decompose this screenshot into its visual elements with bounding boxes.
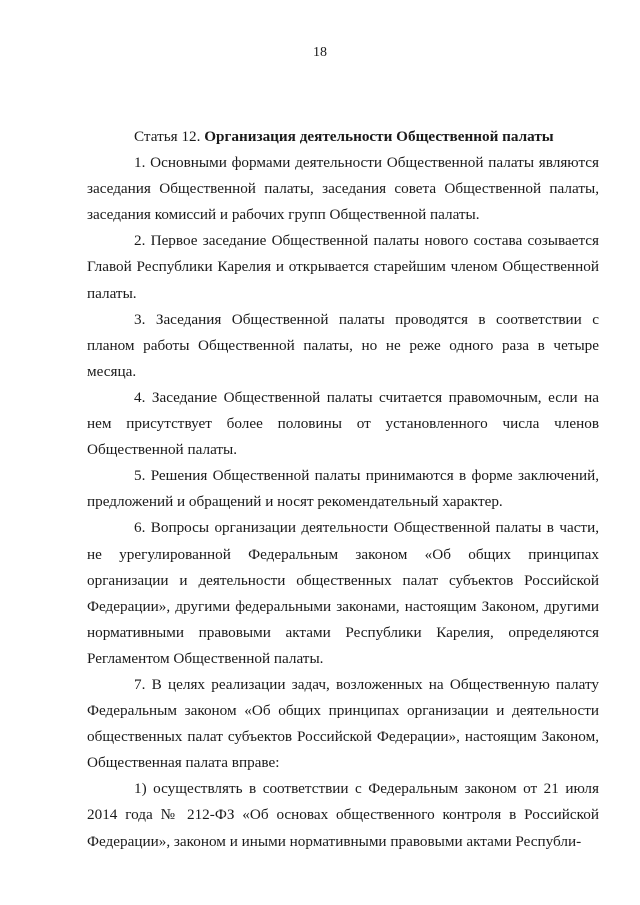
article-prefix: Статья 12. (134, 128, 201, 145)
article-title: Организация деятельности Общественной палаты (204, 128, 554, 145)
paragraph-3: 3. Заседания Общественной палаты проводятся в соответствии с планом работы Общественной палаты, но не реже одного раза в четыре месяца. (87, 310, 599, 380)
paragraph-5: 5. Решения Общественной палаты принимаются в форме заключений, предложений и обращений и носят рекомендательный характер. (87, 467, 599, 511)
paragraph-4: 4. Заседание Общественной палаты считается правомочным, если на нем присутствует более половины от установленного числа членов Общественной палаты. (87, 388, 599, 459)
paragraph-7-item-1: 1) осуществлять в соответствии с Федеральным законом от 21 июля 2014 года № 212-ФЗ «Об основах общественного контроля в Российской Федерации», законом и иными нормативными правовыми актами Республи- (87, 780, 599, 850)
document-body (87, 124, 599, 855)
article-heading (87, 124, 599, 150)
paragraph-6: 6. Вопросы организации деятельности Общественной палаты в части, не урегулированной Федеральным законом «Об общих принципах организации и деятельности общественных палат субъектов Российской Федерации», другими федеральными законами, настоящим Законом, другими нормативными правовыми актами Республики Карелия, определяются Регламентом Общественной палаты. (87, 519, 599, 667)
page-number: 18 (313, 45, 327, 60)
paragraph-1: 1. Основными формами деятельности Общественной палаты являются заседания Общественной палаты, заседания совета Общественной палаты, заседания комиссий и рабочих групп Общественной палаты. (87, 154, 599, 224)
paragraph-2: 2. Первое заседание Общественной палаты нового состава созывается Главой Республики Карелия и открывается старейшим членом Общественной палаты. (87, 232, 599, 302)
paragraph-7: 7. В целях реализации задач, возложенных на Общественную палату Федеральным законом «Об общих принципах организации и деятельности общественных палат субъектов Российской Федерации», настоящим Законом, Общественная палата вправе: (87, 675, 599, 772)
